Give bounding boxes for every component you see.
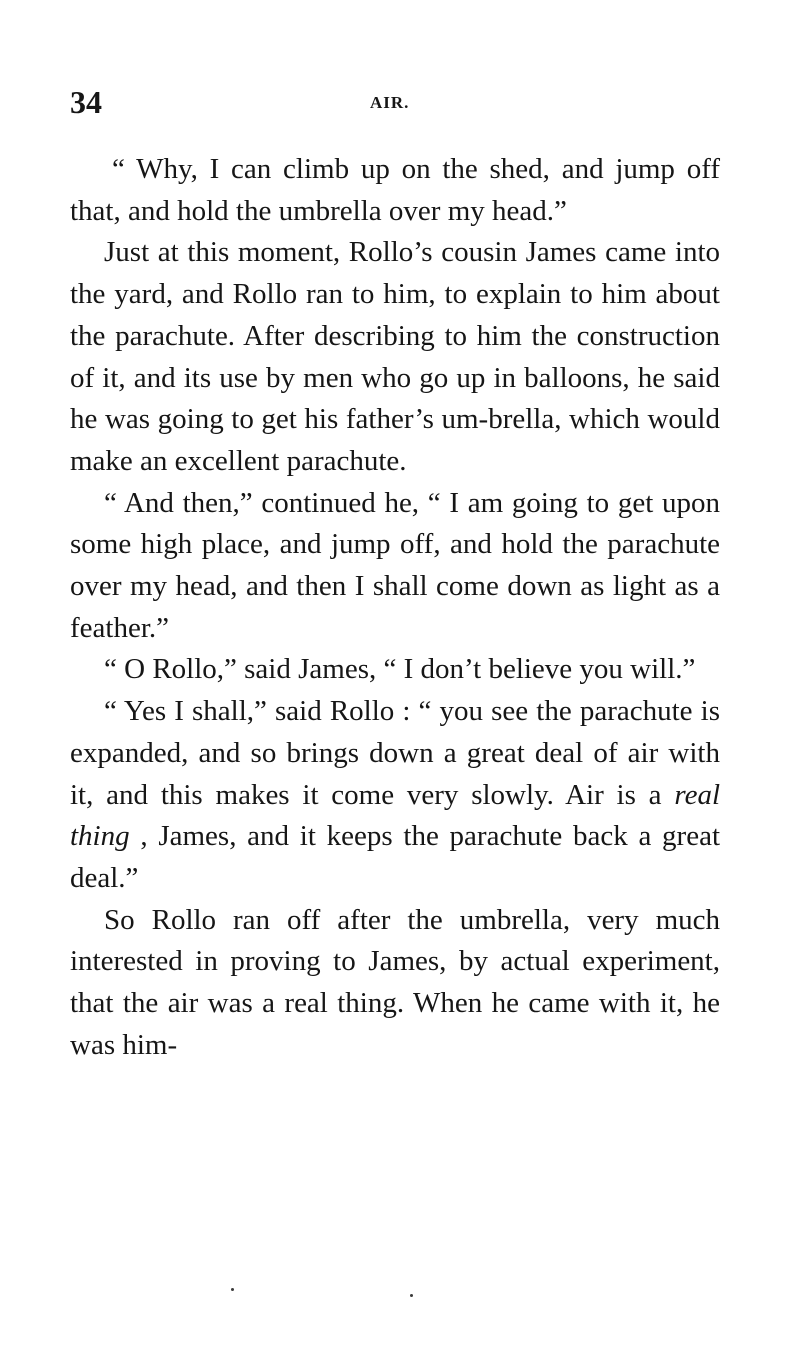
paragraph-air-real-thing [70, 691, 720, 900]
body-text [70, 149, 720, 1066]
paragraph-rollo-explains: “ And then,” continued he, “ I am going to get upon some high place, and jump off, and hold the parachute over my head, and then I shall come down as light as a feather.” [70, 486, 720, 644]
paragraph-james-doubts: “ O Rollo,” said James, “ I don’t believe you will.” [104, 653, 696, 686]
italic-real-thing: real thing [70, 778, 720, 853]
paragraph-rollo-runs-off: So Rollo ran off after the umbrella, very much interested in proving to James, by actual experiment, that the air was a real thing. When he came with it, he was him- [70, 903, 720, 1061]
page-number: 34 [70, 84, 102, 120]
print-speck [231, 1288, 234, 1291]
print-speck [410, 1294, 413, 1297]
running-head: AIR. [370, 93, 410, 112]
paragraph-umbrella-plan: “ Why, I can climb up on the shed, and jump off that, and hold the umbrella over my head.” [70, 153, 720, 227]
paragraph-james-arrives: Just at this moment, Rollo’s cousin James came into the yard, and Rollo ran to him, to explain to him about the parachute. After describing to him the construction of it, and its use by men who go up in balloons, he said he was going to get his father’s um-brella, which would make an excellent parachute. [70, 236, 720, 477]
paragraph-air-text-before: “ Yes I shall,” said Rollo : “ you see the parachute is expanded, and so brings down a great deal of air with it, and this makes it come very slowly. Air is a [70, 695, 720, 811]
page-header [70, 82, 720, 122]
paragraph-air-text-after: , James, and it keeps the parachute back a great deal.” [70, 820, 721, 894]
